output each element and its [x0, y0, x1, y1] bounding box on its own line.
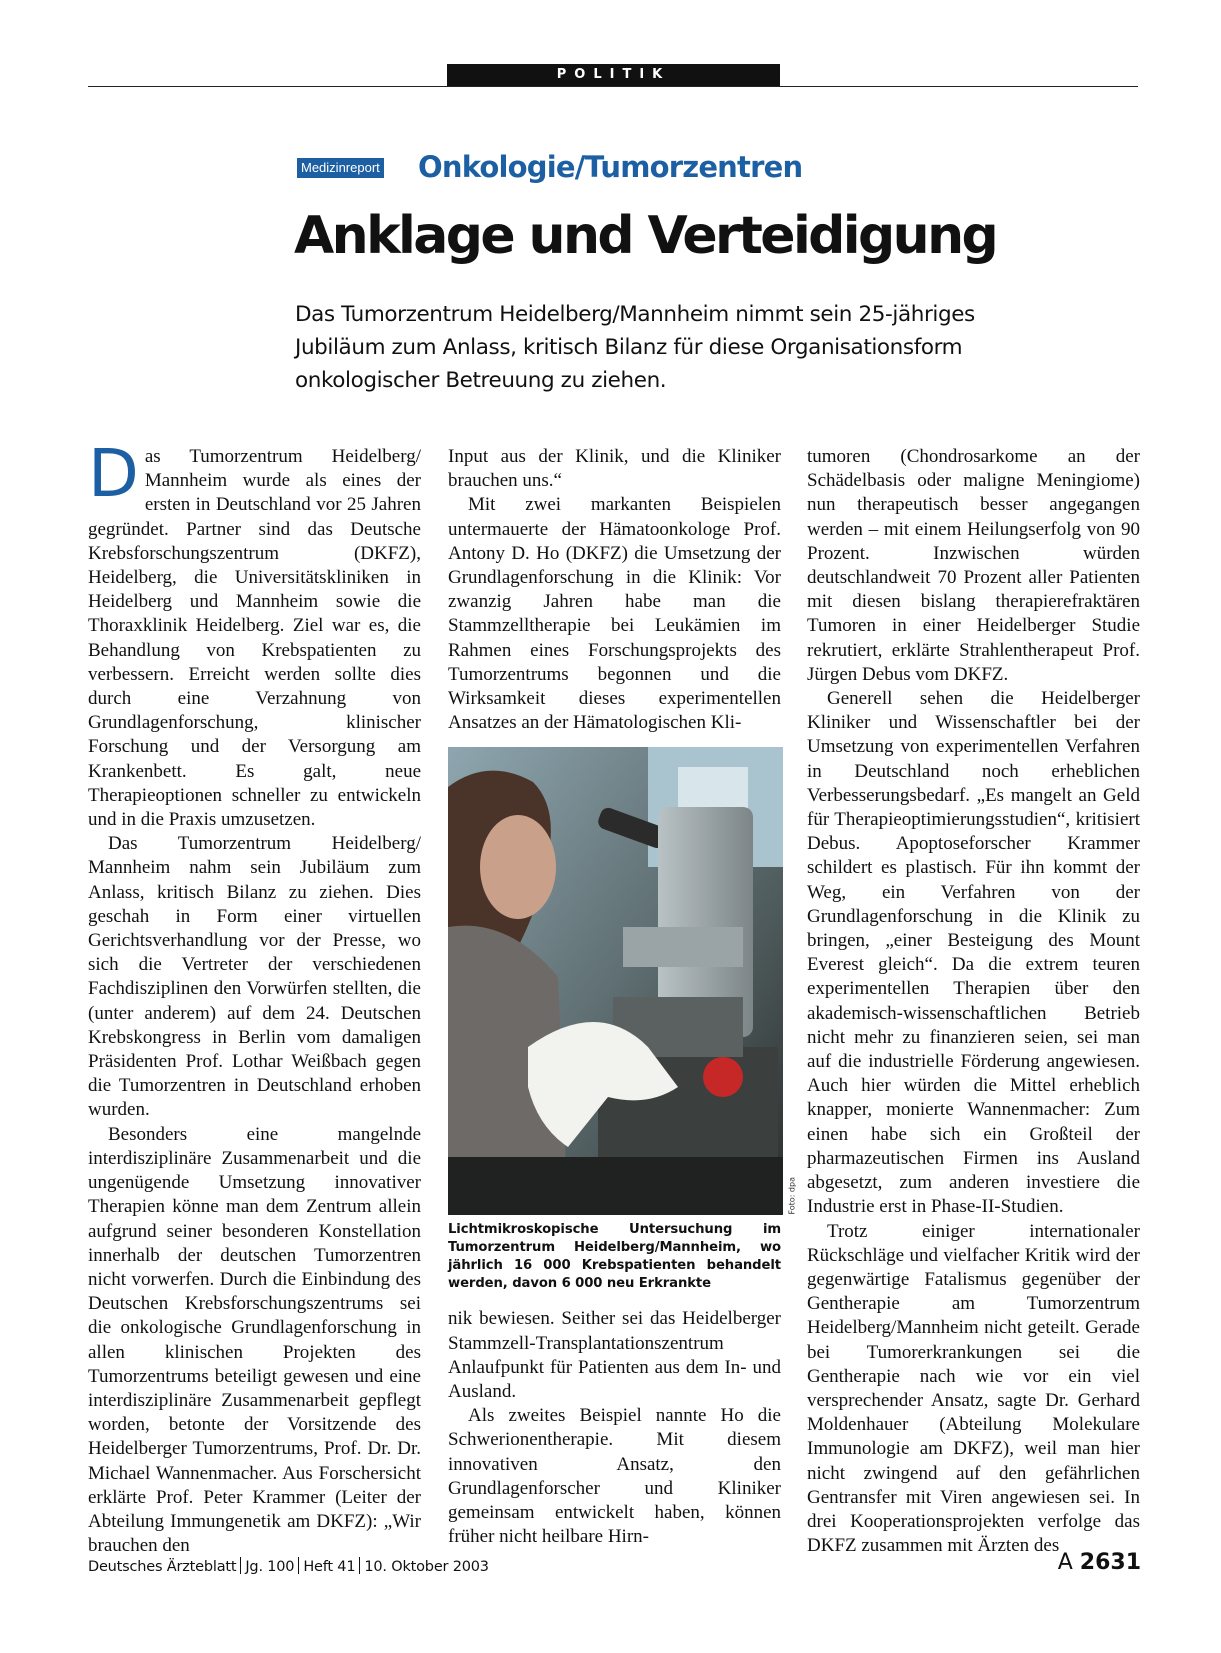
photo-caption: Lichtmikroskopische Untersuchung im Tumorzentrum Heidelberg/Mannheim, wo jährlich 16 000 Krebspatienten behandelt werden, davon 6 000 neu Erkrankte [448, 1222, 781, 1292]
article-photo [448, 747, 797, 1215]
paragraph: Das Tumorzentrum Heidelberg/ Mannheim wurde als eines der ersten in Deutschland vor 25 Jahren gegründet. Partner sind das Deutsche Krebsforschungszentrum (DKFZ), Heidelberg, die Universitätskliniken in Heidelberg und Mannheim sowie die Thoraxklinik Heidelberg. Ziel war es, die Behandlung von Krebspatienten zu verbessern. Erreicht werden sollte dies durch eine Verzahnung von Grundlagenforschung, klinischer Forschung und der Versorgung am Krankenbett. Es galt, neue Therapieoptionen schneller zu entwickeln und in die Praxis umzusetzen. [88, 435, 421, 831]
kicker-title: Onkologie/Tumorzentren [418, 150, 803, 184]
paragraph: Input aus der Klinik, und die Kliniker brauchen uns.“ [448, 446, 781, 492]
section-label: POLITIK [447, 64, 780, 86]
footer-citation [88, 1557, 489, 1575]
rubric-badge: Medizinreport [297, 158, 384, 178]
article-column-3 [807, 445, 1140, 1558]
paragraph: nik bewiesen. Seither sei das Heidelberger Stammzell-Transplantationszentrum Anlaufpunkt für Patienten aus dem In- und Ausland. [448, 1308, 781, 1403]
paragraph: Besonders eine mangelnde interdisziplinäre Zusammenarbeit und die ungenügende Umsetzung innovativer Therapien könne man dem Zentrum allein aufgrund seiner besonderen Konstellation innerhalb der deutschen Tumorzentren nicht vorwerfen. Durch die Einbindung des Deutschen Krebsforschungszentrums sei die onkologische Grundlagenforschung in allen klinischen Projekten des Tumorzentrums beteiligt gewesen und eine interdisziplinäre Zusammenarbeit gepflegt worden, betonte der Vorsitzende des Heidelberger Tumorzentrums, Prof. Dr. Dr. Michael Wannenmacher. Aus Forschersicht erklärte Prof. Peter Krammer (Leiter der Abteilung Immungenetik am DKFZ): „Wir brauchen den [88, 1123, 421, 1557]
paragraph: Das Tumorzentrum Heidelberg/ Mannheim nahm sein Jubiläum zum Anlass, kritisch Bilanz zu ziehen. Dies geschah in Form einer virtuellen Gerichtsverhandlung vor der Presse, wo sich die Vertreter der verschiedenen Fachdisziplinen den Vorwürfen stellten, die (unter anderem) auf dem 24. Deutschen Krebskongress in Berlin vom damaligen Präsidenten Prof. Lothar Weißbach gegen die Tumorzentren in Deutschland erhoben wurden. [88, 833, 421, 1121]
header-rule [88, 86, 1138, 87]
journal-volume: Jg. 100 [245, 1559, 295, 1575]
headline: Anklage und Verteidigung [294, 206, 997, 266]
journal-issue: Heft 41 [303, 1559, 356, 1575]
paragraph: Trotz einiger internationaler Rückschläge und vielfacher Kritik wird der gegenwärtige Fatalismus gegenüber der Gentherapie am Tumorzentrum Heidelberg/Mannheim nicht geteilt. Gerade bei Tumorerkrankungen sei die Gentherapie nach wie vor ein viel versprechender Ansatz, sagte Dr. Gerhard Moldenhauer (Abteilung Molekulare Immunologie am DKFZ), weil man hier nicht zwingend auf den gefährlichen Gentransfer mit Viren angewiesen sei. In drei Kooperationsprojekten verfolge das DKFZ zusammen mit Ärzten des [807, 1220, 1140, 1557]
photo-credit: Foto: dpa [788, 1177, 797, 1215]
article-column-2 [448, 445, 797, 1549]
dek-lead: Das Tumorzentrum Heidelberg/Mannheim nimmt sein 25-jähriges Jubiläum zum Anlass, kritisch Bilanz für diese Organisationsform onkologischer Betreuung zu ziehen. [295, 302, 975, 393]
paragraph: Generell sehen die Heidelberger Kliniker und Wissenschaftler bei der Umsetzung von experimentellen Verfahren in Deutschland noch erheblichen Verbesserungsbedarf. „Es mangelt an Geld für Therapieoptimierungsstudien“, kritisiert Debus. Apoptoseforscher Krammer schildert es plastisch. Für ihn kommt der Weg, ein Verfahren von der Grundlagenforschung in die Klinik zu bringen, „einer Besteigung des Mount Everest gleich“. Da die extrem teuren experimentellen Therapien über den akademisch-wissenschaftlichen Betrieb nicht mehr zu finanzieren seien, sei man auf die industrielle Förderung angewiesen. Auch hier würden die Mittel erheblich knapper, monierte Wannenmacher: Zum einen habe sich ein Großteil der pharmazeutischen Firmen ins Ausland abgesetzt, zum anderen investiere die Industrie erst in Phase-II-Studien. [807, 688, 1140, 1218]
paragraph: Mit zwei markanten Beispielen untermauerte der Hämatoonkologe Prof. Antony D. Ho (DKFZ) die Umsetzung der Grundlagenforschung in die Klinik: Vor zwanzig Jahren habe man die Stammzelltherapie bei Leukämien im Rahmen eines Forschungsprojekts des Tumorzentrums begonnen und die Wirksamkeit dieses experimentellen Ansatzes an der Hämatologischen Kli- [448, 494, 781, 734]
journal-name: Deutsches Ärzteblatt [88, 1559, 237, 1575]
journal-date: 10. Oktober 2003 [364, 1559, 489, 1575]
drop-cap: D [88, 435, 139, 512]
article-column-1 [88, 435, 421, 1558]
page-number: A 2631 [1057, 1550, 1141, 1575]
paragraph: Als zweites Beispiel nannte Ho die Schwerionentherapie. Mit diesem innovativen Ansatz, den Grundlagenforscher und Kliniker gemeinsam entwickelt haben, können früher nicht heilbare Hirn- [448, 1405, 781, 1548]
microscope-photo [448, 747, 783, 1215]
paragraph: tumoren (Chondrosarkome an der Schädelbasis oder maligne Meningiome) nun therapeutisch besser angegangen werden – mit einem Heilungserfolg von 90 Prozent. Inzwischen würden deutschlandweit 70 Prozent aller Patienten mit diesen bislang therapierefraktären Tumoren in einer Heidelberger Studie rekrutiert, erklärte Strahlentherapeut Prof. Jürgen Debus vom DKFZ. [807, 446, 1140, 685]
